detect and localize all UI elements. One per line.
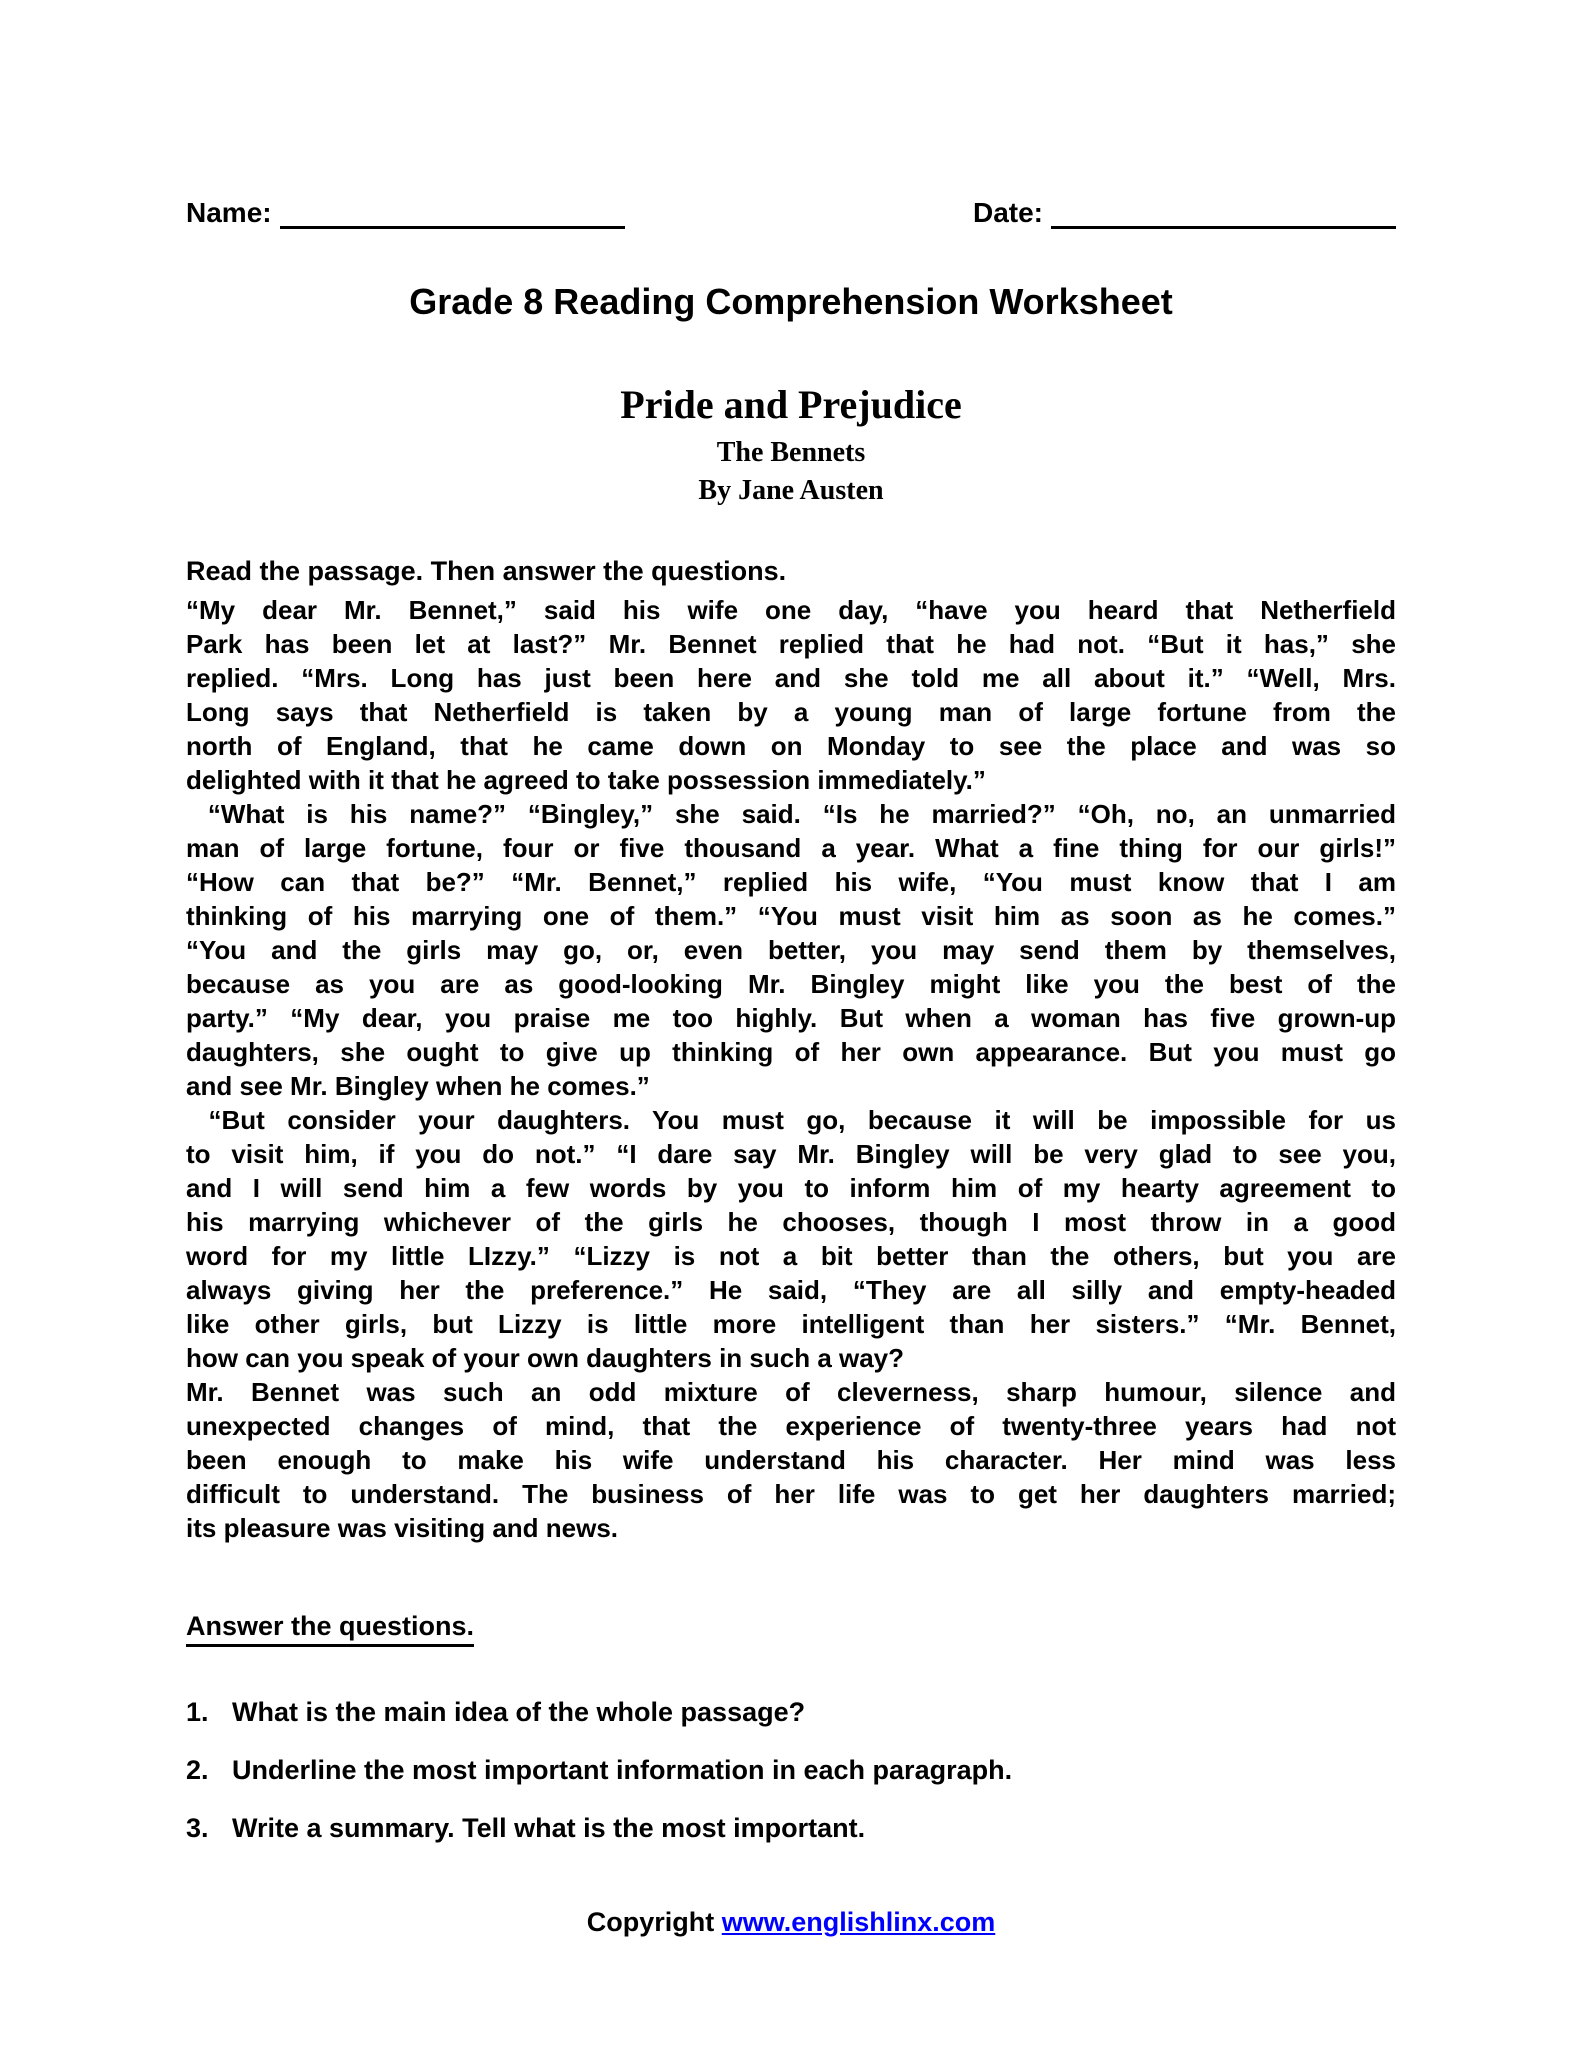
passage-line: replied. “Mrs. Long has just been here and she told me all about it.” “Well, Mrs. bbox=[186, 663, 1396, 693]
question-text: Write a summary. Tell what is the most important. bbox=[232, 1813, 866, 1843]
question-text: What is the main idea of the whole passage? bbox=[232, 1697, 806, 1727]
passage-line: daughters, she ought to give up thinking of her own appearance. But you must go bbox=[186, 1037, 1396, 1067]
footer bbox=[186, 1907, 1396, 1938]
question-item bbox=[186, 1811, 1396, 1845]
question-item bbox=[186, 1695, 1396, 1729]
worksheet-title: Grade 8 Reading Comprehension Worksheet bbox=[409, 281, 1173, 322]
date-field bbox=[973, 196, 1396, 229]
passage-paragraph bbox=[186, 1375, 1396, 1545]
passage-line: party.” “My dear, you praise me too highly. But when a woman has five grown-up bbox=[186, 1003, 1396, 1033]
passage-line: been enough to make his wife understand his character. Her mind was less bbox=[186, 1445, 1396, 1475]
passage-paragraph bbox=[186, 1103, 1396, 1375]
passage-title: Pride and Prejudice bbox=[620, 382, 962, 427]
passage-paragraph bbox=[186, 797, 1396, 1103]
questions-list bbox=[186, 1695, 1396, 1845]
passage-line: thinking of his marrying one of them.” “You must visit him as soon as he comes.” bbox=[186, 901, 1396, 931]
passage-line: north of England, that he came down on Monday to see the place and was so bbox=[186, 731, 1396, 761]
passage-line: man of large fortune, four or five thousand a year. What a fine thing for our girls!” bbox=[186, 833, 1396, 863]
passage-line: unexpected changes of mind, that the experience of twenty-three years had not bbox=[186, 1411, 1396, 1441]
passage-line: Park has been let at last?” Mr. Bennet replied that he had not. “But it has,” she bbox=[186, 629, 1396, 659]
name-label: Name: bbox=[186, 197, 272, 228]
passage-line: and I will send him a few words by you to inform him of my hearty agreement to bbox=[186, 1173, 1396, 1203]
date-blank-line bbox=[1051, 196, 1396, 229]
passage-line: “What is his name?” “Bingley,” she said. “Is he married?” “Oh, no, an unmarried bbox=[186, 799, 1396, 829]
passage-text bbox=[186, 593, 1396, 1545]
passage-line: and see Mr. Bingley when he comes.” bbox=[186, 1071, 650, 1101]
name-date-row bbox=[186, 196, 1396, 229]
passage-line: difficult to understand. The business of her life was to get her daughters married; bbox=[186, 1479, 1396, 1509]
passage-line: because as you are as good-looking Mr. Bingley might like you the best of the bbox=[186, 969, 1396, 999]
passage-line: “My dear Mr. Bennet,” said his wife one day, “have you heard that Netherfield bbox=[186, 595, 1396, 625]
passage-author: By Jane Austen bbox=[698, 475, 884, 506]
copyright-label: Copyright bbox=[586, 1907, 722, 1937]
question-number: 3. bbox=[186, 1813, 209, 1843]
passage-line: “But consider your daughters. You must go, because it will be impossible for us bbox=[186, 1105, 1396, 1135]
question-text: Underline the most important information in each paragraph. bbox=[232, 1755, 1013, 1785]
passage-line: “How can that be?” “Mr. Bennet,” replied his wife, “You must know that I am bbox=[186, 867, 1396, 897]
passage-line: Long says that Netherfield is taken by a young man of large fortune from the bbox=[186, 697, 1396, 727]
passage-line: word for my little LIzzy.” “Lizzy is not a bit better than the others, but you are bbox=[186, 1241, 1396, 1271]
passage-line: Mr. Bennet was such an odd mixture of cleverness, sharp humour, silence and bbox=[186, 1377, 1396, 1407]
instructions-line: Read the passage. Then answer the questions. bbox=[186, 556, 787, 586]
date-label: Date: bbox=[972, 197, 1043, 228]
passage-subtitle: The Bennets bbox=[716, 437, 866, 468]
question-item bbox=[186, 1753, 1396, 1787]
passage-line: his marrying whichever of the girls he chooses, though I most throw in a good bbox=[186, 1207, 1396, 1237]
englishlinx-link[interactable]: www.englishlinx.com bbox=[721, 1907, 996, 1937]
name-field bbox=[186, 196, 625, 229]
passage-line: always giving her the preference.” He said, “They are all silly and empty-headed bbox=[186, 1275, 1396, 1305]
passage-paragraph bbox=[186, 593, 1396, 797]
passage-line: to visit him, if you do not.” “I dare say Mr. Bingley will be very glad to see you, bbox=[186, 1139, 1396, 1169]
answer-heading bbox=[186, 1611, 1396, 1647]
passage-line: its pleasure was visiting and news. bbox=[186, 1513, 619, 1543]
passage-line: like other girls, but Lizzy is little more intelligent than her sisters.” “Mr. Bennet, bbox=[186, 1309, 1396, 1339]
question-number: 1. bbox=[186, 1697, 209, 1727]
passage-line: delighted with it that he agreed to take possession immediately.” bbox=[186, 765, 986, 795]
answer-heading-label: Answer the questions. bbox=[186, 1611, 474, 1647]
question-number: 2. bbox=[186, 1755, 209, 1785]
passage-line: how can you speak of your own daughters in such a way? bbox=[186, 1343, 905, 1373]
passage-line: “You and the girls may go, or, even better, you may send them by themselves, bbox=[186, 935, 1396, 965]
name-blank-line bbox=[280, 196, 625, 229]
